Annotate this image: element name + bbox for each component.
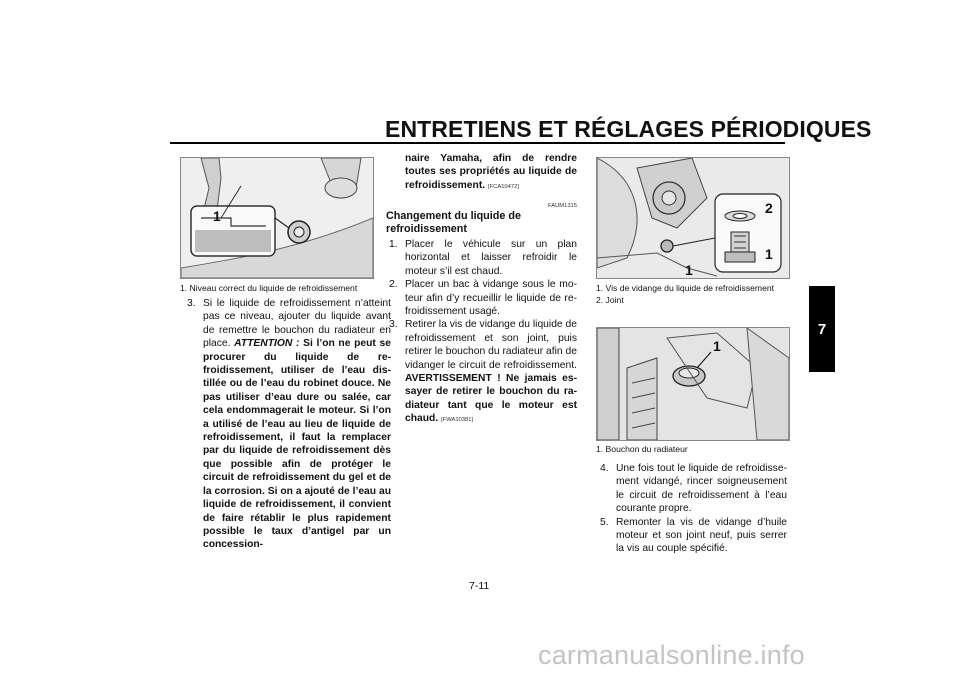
attention-text: Si l’on ne peut se procurer du liquide de refroidissement, utiliser de l’eau distillée ou de l’eau du robinet douce. Ne pas utiliser d’eau dure ou salée, car cela endommagerait le moteur. Si l’on a utilisé de l’eau au lieu de liquide de refroidissement, il faut la remplacer par du liquide de refroidissement dès que possible afin de protéger le circuit de refroidissement du gel et de la corrosion. Si on a ajouté de l’eau au liquide de refroidissement, il convient de faire rétablir le plus rapidement possible le taux d’antigel par un concession- bbox=[203, 338, 391, 551]
figure-callout: 1 bbox=[765, 246, 773, 262]
header-rule bbox=[170, 142, 785, 144]
figure-coolant-level bbox=[180, 157, 374, 279]
list-item bbox=[386, 278, 577, 318]
list-item bbox=[386, 318, 577, 427]
warning-code: [FWA10381] bbox=[441, 417, 474, 424]
page-title: ENTRETIENS ET RÉGLAGES PÉRIODIQUES bbox=[385, 116, 872, 142]
list-item bbox=[184, 297, 391, 552]
item-number: 2. bbox=[389, 279, 398, 291]
item-number: 4. bbox=[600, 463, 609, 474]
item-number: 3. bbox=[389, 319, 398, 331]
item-text: Placer le véhicule sur un plan horizontal et laisser refroidir le moteur s’il est chaud. bbox=[405, 239, 577, 277]
list-item bbox=[597, 516, 787, 556]
page-number: 7-11 bbox=[469, 580, 490, 592]
item-text: Une fois tout le liquide de refroidissement vidangé, rincer soigneusement le circuit de refroidissement à l’eau courante propre. bbox=[616, 463, 787, 515]
caution-code: [FCA10472] bbox=[488, 183, 519, 190]
item-number: 1. bbox=[389, 239, 398, 250]
attention-label: ATTENTION : bbox=[234, 338, 300, 350]
numbered-list bbox=[597, 462, 787, 556]
caution-text: naire Yamaha, afin de rendre toutes ses propriétés au liquide de refroidissement. bbox=[405, 153, 577, 191]
item-text: Retirer la vis de vidange du liquide de refroidissement et son joint, puis retirer le bouchon du radiateur afin de vidanger le circuit de refroidissement. bbox=[405, 319, 577, 371]
item-text: Placer un bac à vidange sous le moteur afin d’y recueillir le liquide de refroidissement usagé. bbox=[405, 279, 577, 318]
figure-callout: 1 bbox=[713, 338, 721, 354]
radiator-cap-illustration bbox=[597, 328, 789, 440]
item-number: 5. bbox=[600, 516, 609, 528]
watermark: carmanualsonline.info bbox=[538, 640, 805, 670]
item-text: Si le liquide de refroidissement n’atteint pas ce niveau, ajouter du liquide avant de remettre le bouchon du radiateur en place. bbox=[203, 298, 391, 350]
numbered-list bbox=[386, 238, 577, 428]
figure-caption: 1. Bouchon du radiateur bbox=[596, 444, 688, 454]
list-item bbox=[386, 238, 577, 278]
section-title: Changement du liquide de refroidissement bbox=[386, 210, 521, 235]
figure-caption: 1. Vis de vidange du liquide de refroidissement bbox=[596, 283, 775, 293]
item-number: 3. bbox=[187, 298, 196, 309]
item-text: Remonter la vis de vidange d’huile moteur et son joint neuf, puis serrer la vis au couple spécifié. bbox=[616, 516, 787, 555]
figure-radiator-cap bbox=[596, 327, 790, 441]
drain-bolt-illustration bbox=[597, 158, 789, 278]
continued-caution bbox=[405, 152, 577, 194]
warning-text: AVERTISSEMENT ! Ne jamais essayer de retirer le bouchon du radiateur tant que le moteur est chaud. bbox=[405, 373, 577, 425]
figure-callout: 2 bbox=[765, 200, 773, 216]
coolant-reservoir-illustration bbox=[181, 158, 373, 278]
figure-callout: 1 bbox=[213, 208, 221, 224]
reference-code: FAUM1315 bbox=[548, 203, 577, 209]
figure-caption: 1. Niveau correct du liquide de refroidissement bbox=[180, 283, 358, 293]
chapter-tab: 7 bbox=[809, 286, 835, 372]
figure-caption: 2. Joint bbox=[596, 295, 624, 305]
figure-callout: 1 bbox=[685, 262, 693, 278]
figure-drain-bolt bbox=[596, 157, 790, 279]
list-item bbox=[597, 462, 787, 516]
